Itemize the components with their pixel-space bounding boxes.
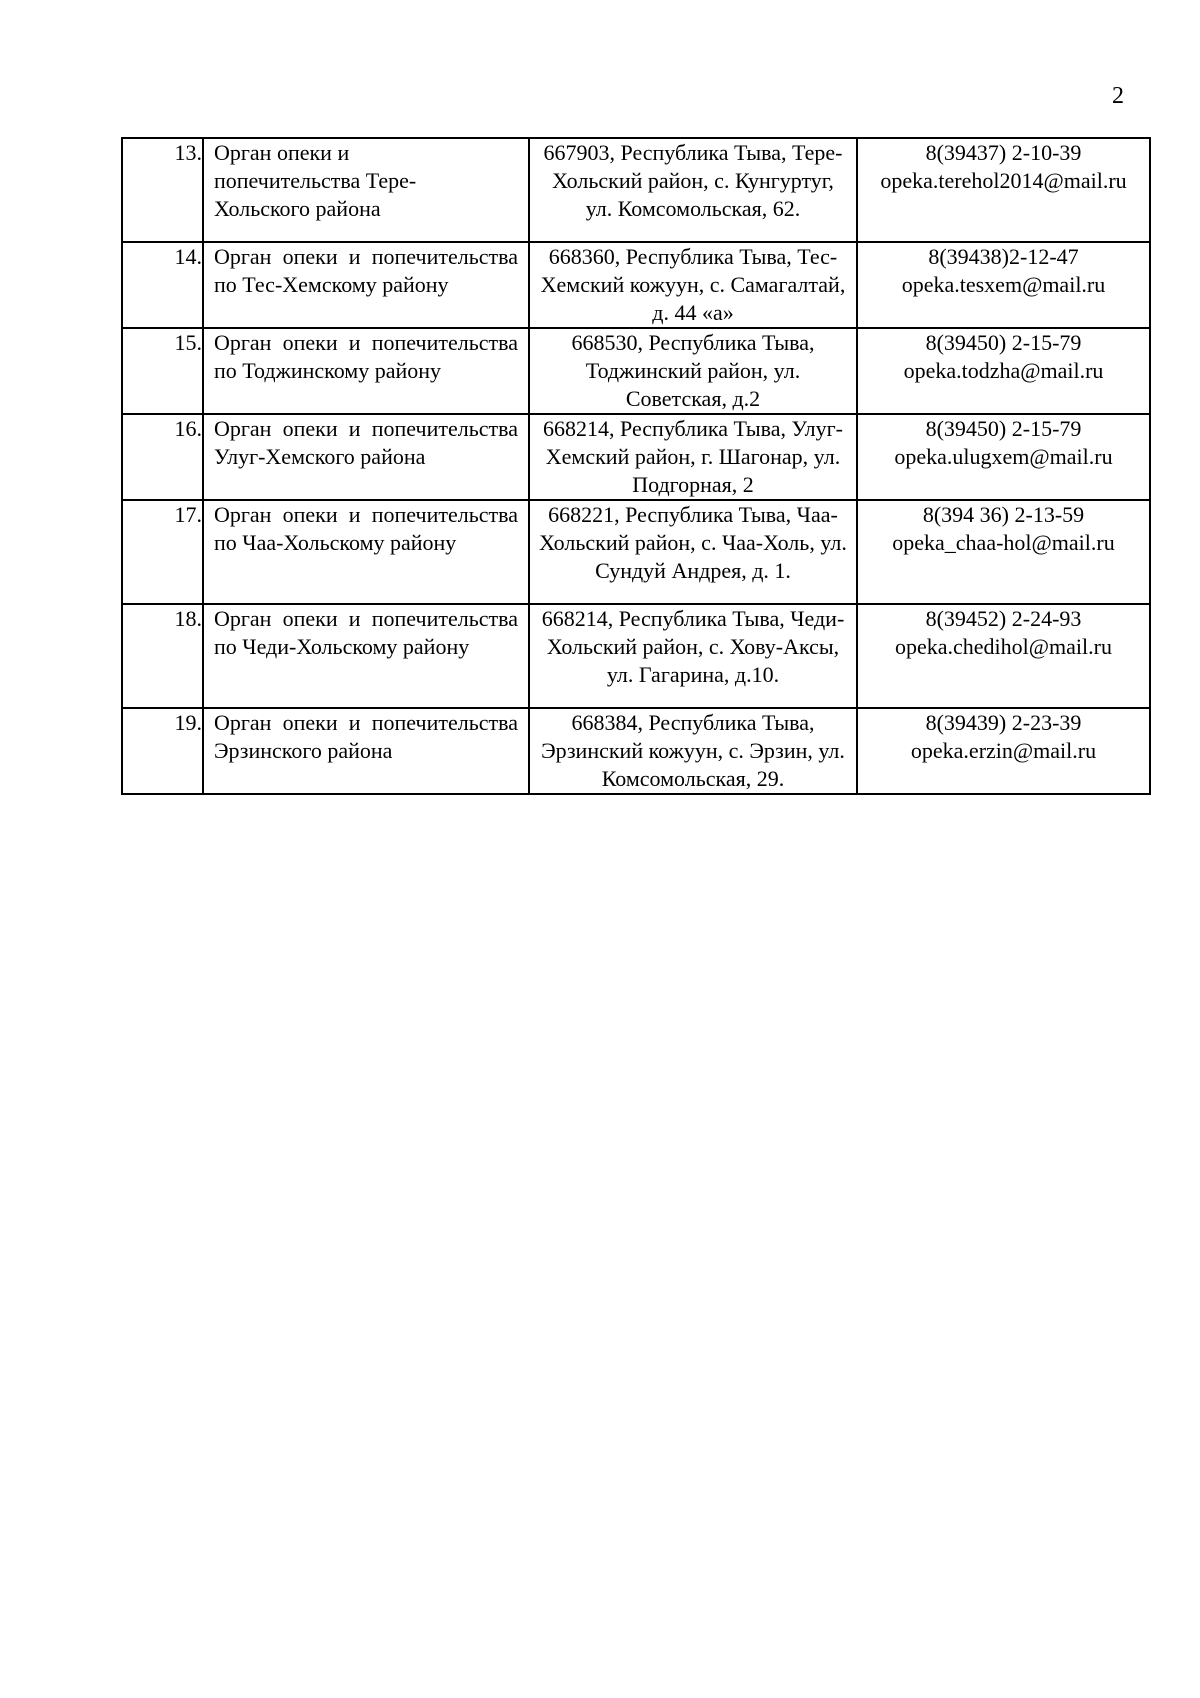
guardianship-table [121,137,1151,795]
address: 668214, Республика Тыва, Чеди-Хольский район, с. Хову-Аксы, ул. Гагарина, д.10. [529,604,857,708]
address: 668530, Республика Тыва, Тоджинский район, ул. Советская, д.2 [529,328,857,414]
table-row [122,414,1150,500]
phone: 8(394 36) 2-13-59 [922,502,1085,527]
organ-name: Орган опеки и попечительства Эрзинского района [203,708,529,794]
contact-cell [857,500,1150,604]
address: 668221, Республика Тыва, Чаа-Хольский район, с. Чаа-Холь, ул. Сундуй Андрея, д. 1. [529,500,857,604]
phone: 8(39438)2-12-47 [928,244,1079,269]
row-number: 14. [122,242,203,328]
table-row [122,138,1150,242]
email-link[interactable]: opeka.todzha@mail.ru [903,358,1104,383]
contact-cell [857,414,1150,500]
address: 668360, Республика Тыва, Тес-Хемский кожуун, с. Самагалтай, д. 44 «а» [529,242,857,328]
table-row [122,604,1150,708]
table-row [122,328,1150,414]
address: 668384, Республика Тыва, Эрзинский кожуун, с. Эрзин, ул. Комсомольская, 29. [529,708,857,794]
row-number: 18. [122,604,203,708]
phone: 8(39450) 2-15-79 [925,416,1082,441]
phone: 8(39452) 2-24-93 [925,606,1082,631]
organ-name: Орган опеки и попечительства по Чеди-Хольскому району [203,604,529,708]
contact-cell [857,242,1150,328]
organ-name: Орган опеки и попечительства по Чаа-Хольскому району [203,500,529,604]
organ-name: Орган опеки и попечительства Улуг-Хемского района [203,414,529,500]
contact-cell [857,604,1150,708]
phone: 8(39437) 2-10-39 [925,140,1082,165]
table-row [122,500,1150,604]
phone: 8(39439) 2-23-39 [925,710,1082,735]
page-number: 2 [1112,83,1124,109]
row-number: 13. [122,138,203,242]
email-link[interactable]: opeka.tesxem@mail.ru [901,272,1106,297]
email-link[interactable]: opeka_chaa-hol@mail.ru [892,530,1115,555]
email-link[interactable]: opeka.chedihol@mail.ru [895,634,1112,659]
row-number: 16. [122,414,203,500]
contact-cell [857,708,1150,794]
phone: 8(39450) 2-15-79 [925,330,1082,355]
row-number: 15. [122,328,203,414]
email-link[interactable]: opeka.terehol2014@mail.ru [880,168,1127,193]
row-number: 19. [122,708,203,794]
organ-name: Орган опеки и попечительства по Тоджинскому району [203,328,529,414]
email-link[interactable]: opeka.erzin@mail.ru [910,738,1097,763]
email-link[interactable]: opeka.ulugxem@mail.ru [894,444,1113,469]
address: 668214, Республика Тыва, Улуг-Хемский район, г. Шагонар, ул. Подгорная, 2 [529,414,857,500]
table-row [122,242,1150,328]
organ-name: Орган опеки и попечительства по Тес-Хемскому району [203,242,529,328]
organ-name: Орган опеки и попечительства Тере-Хольского района [203,138,529,242]
contact-cell [857,328,1150,414]
address: 667903, Республика Тыва, Тере-Хольский район, с. Кунгуртуг, ул. Комсомольская, 62. [529,138,857,242]
row-number: 17. [122,500,203,604]
contact-cell [857,138,1150,242]
table-row [122,708,1150,794]
